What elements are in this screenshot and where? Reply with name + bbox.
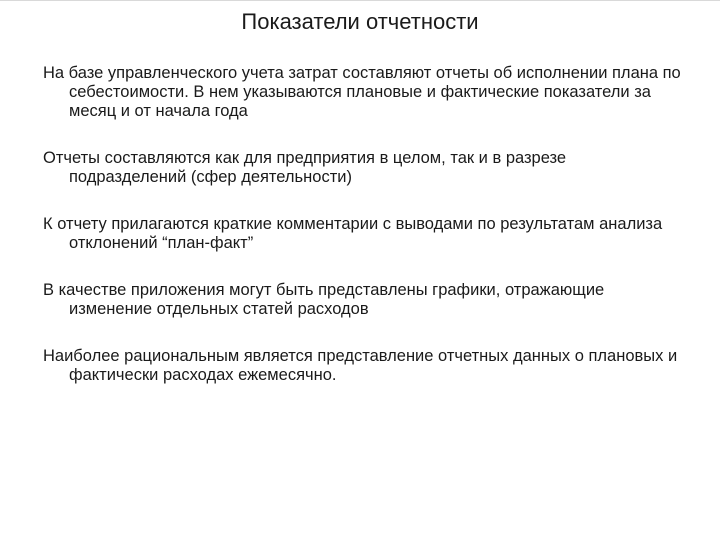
slide-title: Показатели отчетности bbox=[241, 9, 479, 34]
slide-body bbox=[43, 64, 683, 413]
paragraph-2: Отчеты составляются как для предприятия в целом, так и в разрезе подразделений (сфер деятельности) bbox=[43, 149, 567, 186]
paragraph-5: Наиболее рациональным является представление отчетных данных о плановых и фактически расходах ежемесячно. bbox=[43, 347, 678, 384]
paragraph-1: На базе управленческого учета затрат составляют отчеты об исполнении плана по себестоимости. В нем указываются плановые и фактические показатели за месяц и от начала года bbox=[43, 64, 681, 120]
paragraph-3: К отчету прилагаются краткие комментарии с выводами по результатам анализа отклонений “план-факт” bbox=[43, 215, 663, 252]
paragraph-4: В качестве приложения могут быть представлены графики, отражающие изменение отдельных статей расходов bbox=[43, 281, 605, 318]
